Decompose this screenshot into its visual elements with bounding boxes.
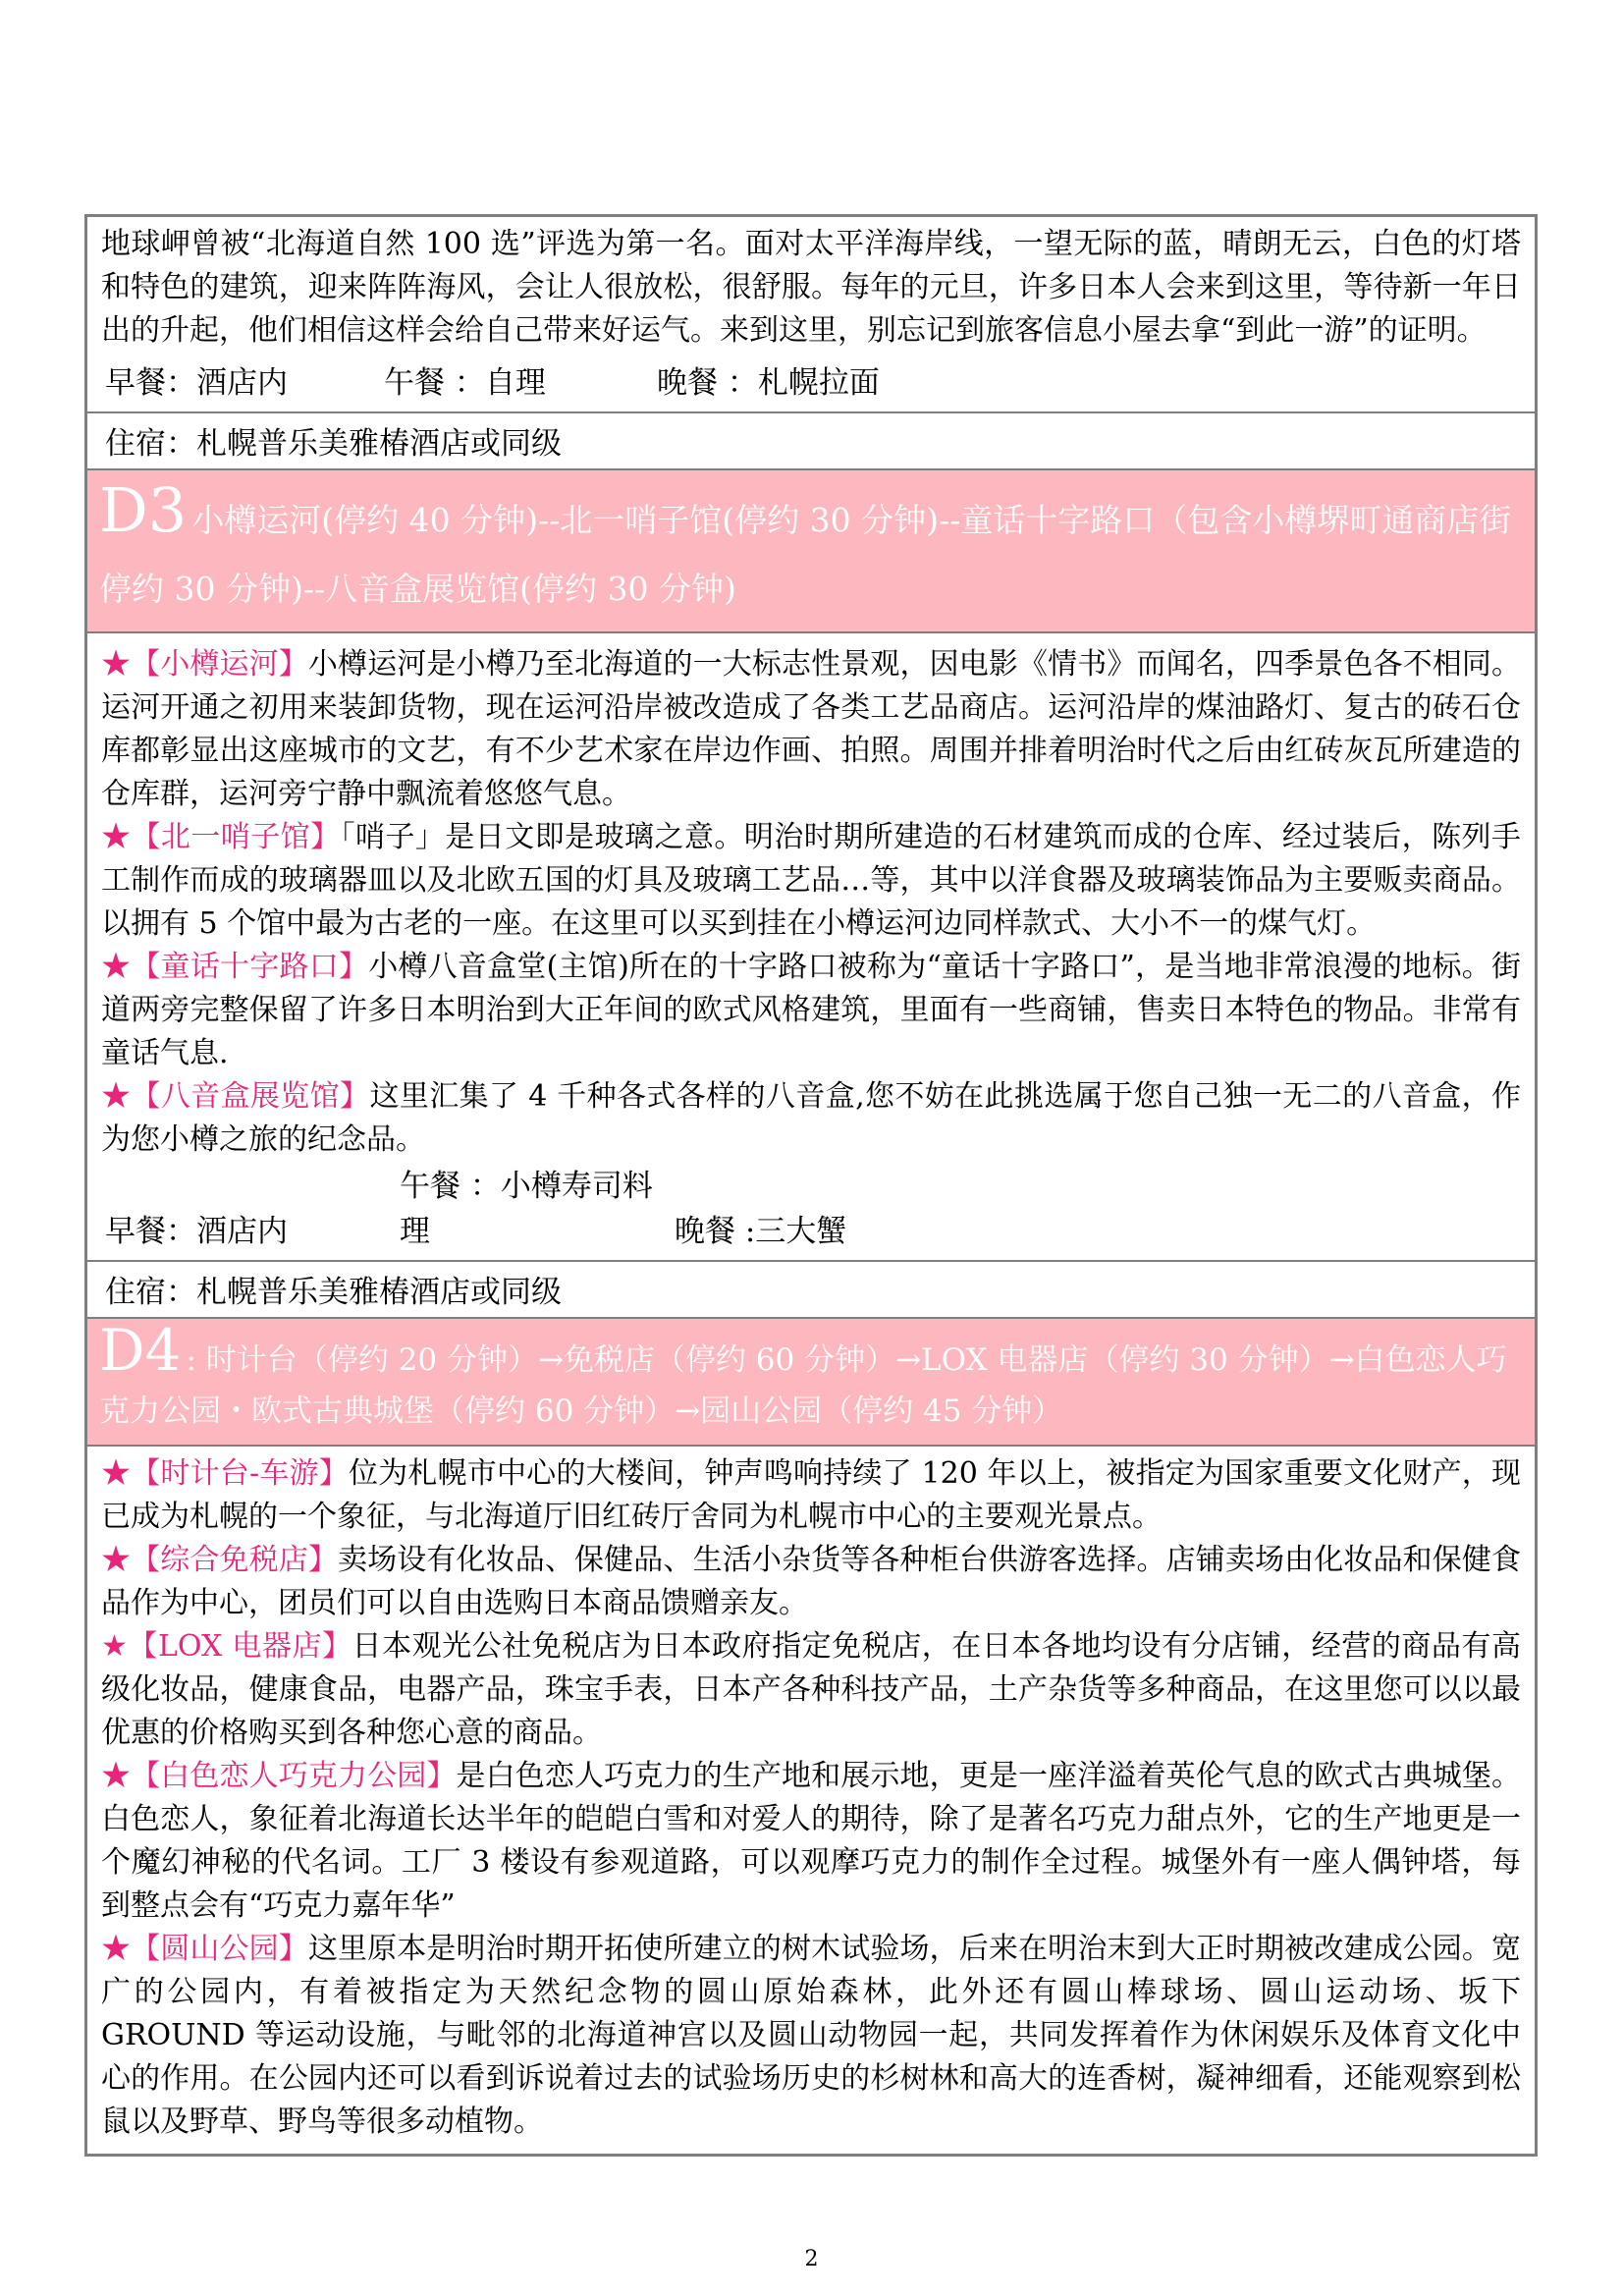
page-number: 2 (804, 2247, 819, 2271)
dinner: 晚餐 ：札幌拉面 (657, 365, 880, 401)
list-item (101, 1452, 1521, 1539)
item-text: 卖场设有化妆品、保健品、生活小杂货等各种柜台供游客选择。店铺卖场由化妆品和保健食品作为中心，团员们可以自由选购日本商品馈赠亲友。 (101, 1543, 1522, 1620)
item-text: 位为札幌市中心的大楼间，钟声鸣响持续了 120 年以上，被指定为国家重要文化财产，现已成为札幌的一个象征，与北海道厅旧红砖厅舍同为札幌市中心的主要观光景点。 (101, 1456, 1521, 1534)
list-item (101, 1075, 1521, 1162)
item-text: 「哨子」是日文即是玻璃之意。明治时期所建造的石材建筑而成的仓库、经过装后，陈列手工制作而成的玻璃器皿以及北欧五国的灯具及玻璃工艺品…等，其中以洋食器及玻璃装饰品为主要贩卖商品。以拥有 5 个馆中最为古老的一座。在这里可以买到挂在小樽运河边同样款式、大小不一的煤气灯。 (101, 820, 1522, 941)
item-text: 日本观光公社免税店为日本政府指定免税店，在日本各地均设有分店铺，经营的商品有高级化妆品，健康食品，电器产品，珠宝手表，日本产各种科技产品，土产杂货等多种商品，在这里您可以以最优惠的价格购买到各种您心意的商品。 (101, 1629, 1521, 1750)
item-text: 是白色恋人巧克力的生产地和展示地，更是一座洋溢着英伦气息的欧式古典城堡。白色恋人，象征着北海道长达半年的皑皑白雪和对爱人的期待，除了是著名巧克力甜点外，它的生产地更是一个魔幻神秘的代名词。工厂 3 楼设有参观道路，可以观摩巧克力的制作全过程。城堡外有一座人偶钟塔，每到整点会有“巧克力嘉年华” (101, 1759, 1522, 1923)
day-label: D4 (99, 1317, 182, 1384)
item-text: 这里汇集了 4 千种各式各样的八音盒,您不妨在此挑选属于您自己独一无二的八音盒，作为您小樽之旅的纪念品。 (101, 1079, 1521, 1157)
intro-cell (87, 217, 1535, 411)
day-header-d4 (87, 1317, 1535, 1445)
list-item (101, 1928, 1521, 2144)
day-label: D3 (99, 474, 188, 546)
item-text: 小樽八音盒堂(主馆)所在的十字路口被称为“童话十字路口”，是当地非常浪漫的地标。街道两旁完整保留了许多日本明治到大正年间的欧式风格建筑，里面有一些商铺，售卖日本特色的物品。非常有童话气息. (101, 950, 1521, 1070)
lunch: 午餐 ：小樽寿司料理 (400, 1169, 653, 1249)
list-item (101, 1625, 1521, 1755)
meals-row (101, 360, 1521, 406)
stay-cell (87, 1260, 1535, 1317)
item-title: ★【童话十字路口】 (101, 950, 369, 984)
lunch: 午餐 ：自理 (384, 365, 546, 401)
stay-cell (87, 411, 1535, 468)
item-text: 这里原本是明治时期开拓使所建立的树木试验场，后来在明治末到大正时期被改建成公园。宽广的公园内，有着被指定为天然纪念物的圆山原始森林，此外还有圆山棒球场、圆山运动场、坂下 GROUND 等运动设施，与毗邻的北海道神宫以及圆山动物园一起，共同发挥着作为休闲娱乐及体育文化中心的作用。在公园内还可以看到诉说着过去的试验场历史的杉树林和高大的连香树，凝神细看，还能观察到松鼠以及野草、野鸟等很多动植物。 (101, 1932, 1522, 2139)
item-title: ★【小樽运河】 (101, 647, 308, 682)
day-header-d3 (87, 468, 1535, 631)
breakfast: 早餐：酒店内 (105, 1214, 288, 1249)
item-title: ★【北一哨子馆】 (101, 820, 341, 854)
meals-row (101, 1164, 1521, 1254)
item-title: ★【圆山公园】 (101, 1932, 308, 1966)
stay-text: 住宿：札幌普乐美雅椿酒店或同级 (105, 1275, 562, 1310)
list-item (101, 946, 1521, 1075)
breakfast: 早餐：酒店内 (105, 365, 288, 401)
stay-text: 住宿：札幌普乐美雅椿酒店或同级 (105, 426, 562, 462)
item-title: ★【八音盒展览馆】 (101, 1079, 370, 1114)
list-item (101, 643, 1521, 816)
item-title: ★【白色恋人巧克力公园】 (101, 1759, 457, 1793)
intro-paragraph: 地球岬曾被“北海道自然 100 选”评选为第一名。面对太平洋海岸线，一望无际的蓝，晴朗无云，白色的灯塔和特色的建筑，迎来阵阵海风，会让人很放松，很舒服。每年的元旦，许多日本人会来到这里，等待新一年日出的升起，他们相信这样会给自己带来好运气。来到这里，别忘记到旅客信息小屋去拿“到此一游”的证明。 (101, 227, 1521, 348)
list-item (101, 816, 1521, 946)
item-title: ★【时计台-车游】 (101, 1456, 349, 1491)
itinerary-table (84, 214, 1538, 2157)
list-item (101, 1539, 1521, 1625)
day-route: 小樽运河(停约 40 分钟)--北一哨子馆(停约 30 分钟)--童话十字路口（包含小樽堺町通商店街停约 30 分钟)--八音盒展览馆(停约 30 分钟) (99, 501, 1512, 608)
d3-content (87, 631, 1535, 1260)
dinner: 晚餐 :三大蟹 (675, 1214, 847, 1249)
item-text: 小樽运河是小樽乃至北海道的一大标志性景观，因电影《情书》而闻名，四季景色各不相同。运河开通之初用来装卸货物，现在运河沿岸被改造成了各类工艺品商店。运河沿岸的煤油路灯、复古的砖石仓库都彰显出这座城市的文艺，有不少艺术家在岸边作画、拍照。周围并排着明治时代之后由红砖灰瓦所建造的仓库群，运河旁宁静中飘流着悠悠气息。 (101, 647, 1522, 811)
item-title: ★【综合免税店】 (101, 1543, 339, 1577)
day-route: : 时计台（停约 20 分钟）→免税店（停约 60 分钟）→LOX 电器店（停约 30 分钟）→白色恋人巧克力公园・欧式古典城堡（停约 60 分钟）→园山公园（停约 45 分钟） (99, 1342, 1507, 1429)
list-item (101, 1755, 1521, 1928)
item-title: ★【LOX 电器店】 (101, 1629, 352, 1664)
d4-content (87, 1445, 1535, 2154)
